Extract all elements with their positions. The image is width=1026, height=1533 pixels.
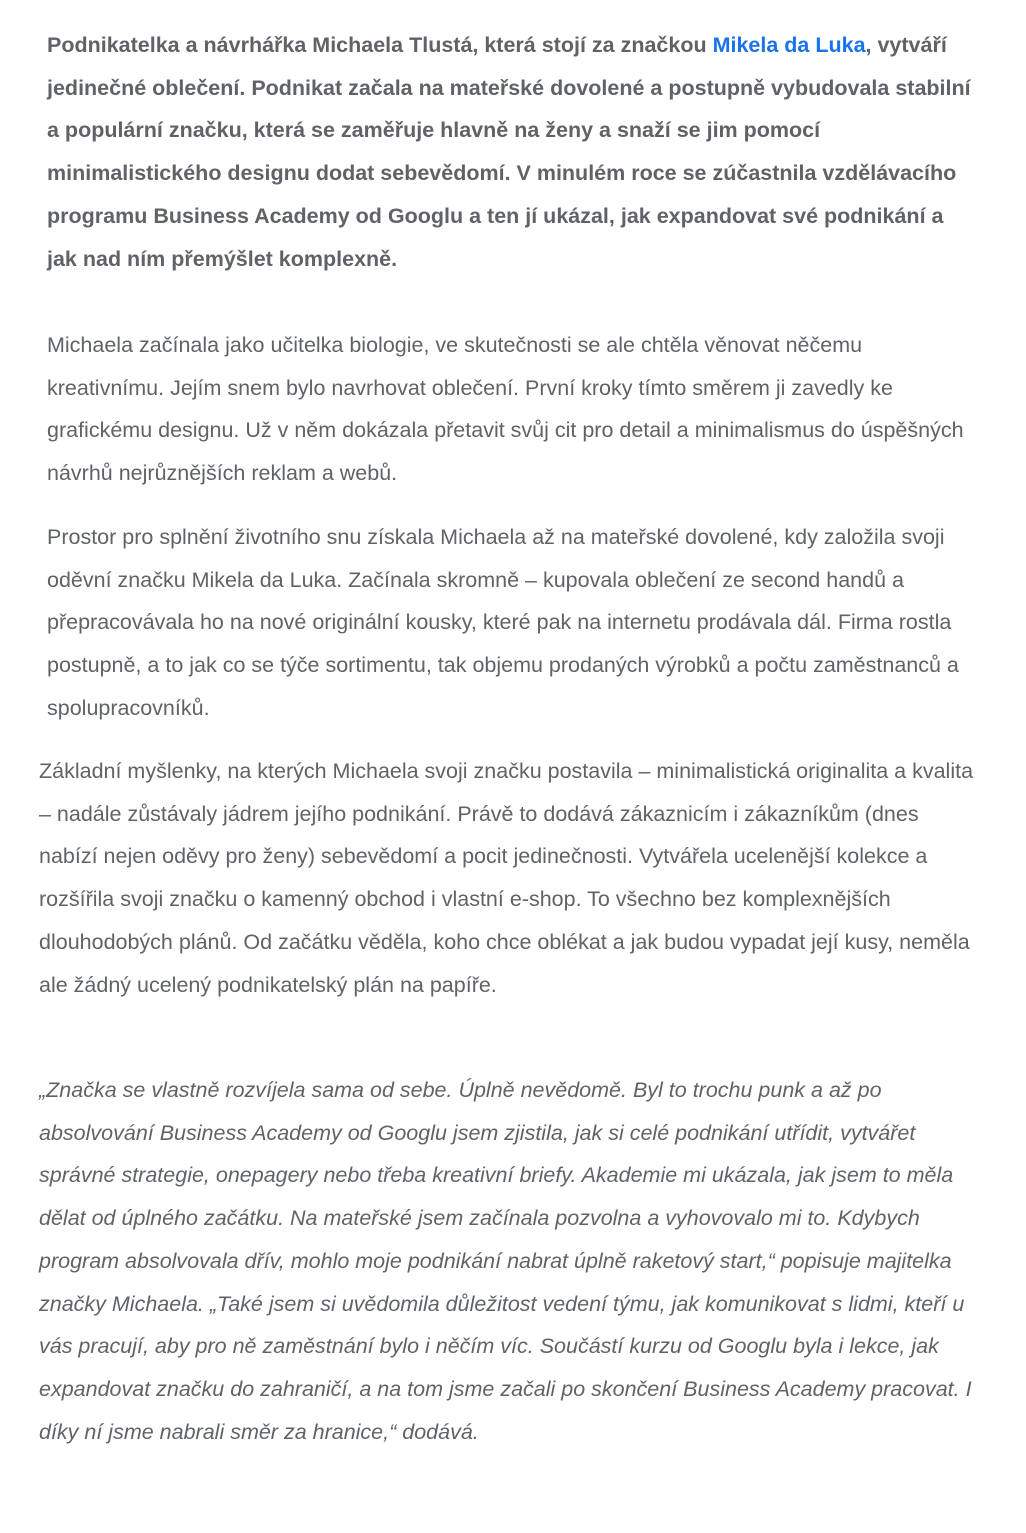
- body-paragraph-3: Základní myšlenky, na kterých Michaela svoji značku postavila – minimalistická originalita a kvalita – nadále zůstávaly jádrem jejího podnikání. Právě to dodává zákaznicím i zákazníkům (dnes nabízí nejen oděvy pro ženy) sebevědomí a pocit jedinečnosti. Vytvářela ucelenější kolekce a rozšířila svoji značku o kamenný obchod i vlastní e-shop. To všechno bez komplexnějších dlouhodobých plánů. Od začátku věděla, koho chce oblékat a jak budou vypadat její kusy, neměla ale žádný ucelený podnikatelský plán na papíře.: [39, 759, 974, 997]
- quote-paragraph: „Značka se vlastně rozvíjela sama od sebe. Úplně nevědomě. Byl to trochu punk a až po absolvování Business Academy od Googlu jsem zjistila, jak si celé podnikání utřídit, vytvářet správné strategie, onepagery nebo třeba kreativní briefy. Akademie mi ukázala, jak jsem to měla dělat od úplného začátku. Na mateřské jsem začínala pozvolna a vyhovovalo mi to. Kdybych program absolvovala dřív, mohlo moje podnikání nabrat úplně raketový start,“ popisuje majitelka značky Michaela. „Také jsem si uvědomila důležitost vedení týmu, jak komunikovat s lidmi, kteří u vás pracují, aby pro ně zaměstnání bylo i něčím víc. Součástí kurzu od Googlu byla i lekce, jak expandovat značku do zahraničí, a na tom jsme začali po skončení Business Academy pracovat. I díky ní jsme nabrali směr za hranice,“ dodává.: [39, 1078, 972, 1444]
- lead-paragraph: [47, 24, 977, 280]
- body-paragraph-2: Prostor pro splnění životního snu získala Michaela až na mateřské dovolené, kdy založila svoji oděvní značku Mikela da Luka. Začínala skromně – kupovala oblečení ze second handů a přepracovávala ho na nové originální kousky, které pak na internetu prodávala dál. Firma rostla postupně, a to jak co se týče sortimentu, tak objemu prodaných výrobků a počtu zaměstnanců a spolupracovníků.: [47, 525, 959, 720]
- brand-link[interactable]: Mikela da Luka: [712, 33, 866, 57]
- body-paragraph-1: Michaela začínala jako učitelka biologie, ve skutečnosti se ale chtěla věnovat něčemu kreativnímu. Jejím snem bylo navrhovat oblečení. První kroky tímto směrem ji zavedly ke grafickému designu. Už v něm dokázala přetavit svůj cit pro detail a minimalismus do úspěšných návrhů nejrůznějších reklam a webů.: [47, 333, 964, 486]
- lead-text-start: Podnikatelka a návrhářka Michaela Tlustá, která stojí za značkou: [47, 33, 713, 57]
- lead-text-end: , vytváří jedinečné oblečení. Podnikat začala na mateřské dovolené a postupně vybudovala stabilní a populární značku, která se zaměřuje hlavně na ženy a snaží se jim pomocí minimalistického designu dodat sebevědomí. V minulém roce se zúčastnila vzdělávacího programu Business Academy od Googlu a ten jí ukázal, jak expandovat své podnikání a jak nad ním přemýšlet komplexně.: [47, 33, 971, 271]
